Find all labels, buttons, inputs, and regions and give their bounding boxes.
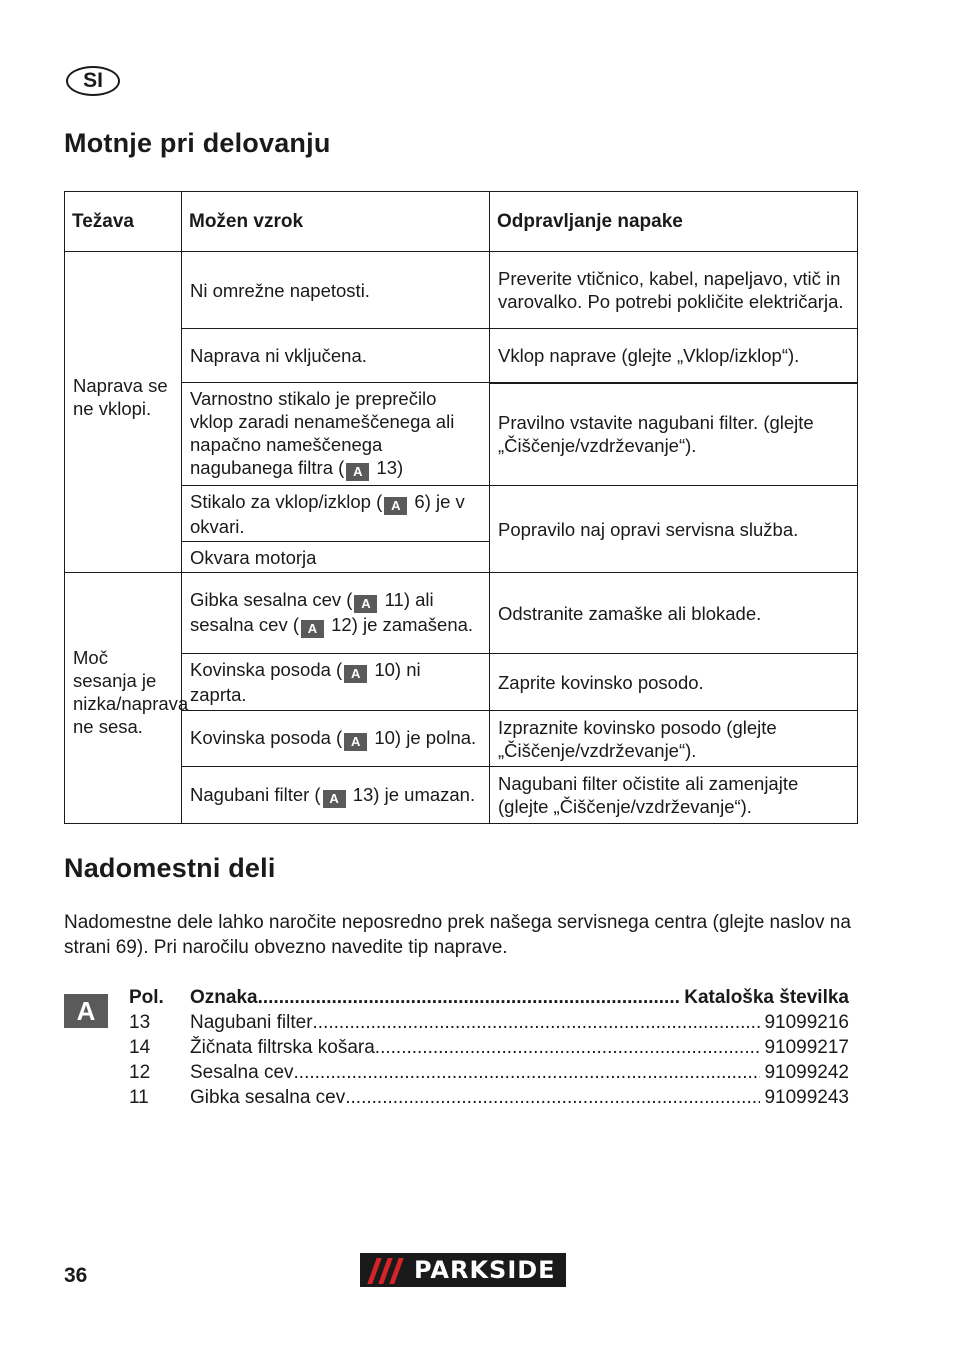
table-row [65, 383, 858, 486]
header-cause: Možen vzrok [182, 192, 490, 252]
cause-cell [182, 329, 490, 383]
leader-dots [258, 985, 681, 1010]
part-name: Sesalna cev [190, 1062, 294, 1083]
table-row [65, 711, 858, 767]
remedy-cell: Popravilo naj opravi servisna služba. [490, 486, 858, 573]
cause-text: Gibka sesalna cev ( [190, 589, 353, 610]
cause-text: 13) je umazan. [347, 783, 476, 805]
figure-a-badge: A [344, 665, 367, 683]
figure-a-badge: A [384, 497, 407, 515]
figure-a-badge: A [344, 733, 367, 751]
remedy-cell: Zaprite kovinsko posodo. [490, 654, 858, 711]
part-pos: 14 [129, 1037, 151, 1058]
table-row [65, 486, 858, 542]
cause-cell [182, 486, 490, 542]
parts-header-row [129, 985, 849, 1010]
part-number: 91099216 [764, 1012, 849, 1033]
cause-text: 6) je v okvari. [190, 490, 465, 537]
parkside-logo [360, 1253, 566, 1287]
part-name: Gibka sesalna cev [190, 1087, 346, 1108]
remedy-cell: Odstranite zamaške ali blokade. [490, 573, 858, 654]
cause-text: 11) ali sesalna cev ( [190, 589, 434, 635]
part-name-wrap [190, 1060, 849, 1085]
remedy-cell: Preverite vtičnico, kabel, napeljavo, vtič in varovalko. Po potrebi pokličite električarja. [490, 252, 858, 329]
faults-table [64, 191, 858, 824]
table-row [65, 252, 858, 329]
cause-cell [182, 711, 490, 767]
table-row [65, 767, 858, 824]
cause-cell [182, 252, 490, 329]
part-number: 91099243 [764, 1087, 849, 1108]
section-title-spare-parts: Nadomestni deli [64, 853, 276, 883]
figure-a-badge: A [301, 620, 324, 638]
logo-brand-text: PARKSIDE [414, 1255, 564, 1285]
figure-a-badge: A [354, 595, 377, 613]
cause-text: Okvara motorja [190, 546, 317, 568]
cause-cell [182, 383, 490, 486]
header-remedy: Odpravljanje napake [490, 192, 858, 252]
remedy-cell: Nagubani filter očistite ali zamenjajte (glejte „Čiščenje/vzdrževanje“). [490, 767, 858, 824]
section-title-faults: Motnje pri delovanju [64, 128, 331, 158]
part-name: Žičnata filtrska košara [190, 1037, 375, 1058]
page-number: 36 [64, 1264, 88, 1287]
parts-header-number: Kataloška številka [684, 987, 849, 1008]
remedy-cell: Izpraznite kovinsko posodo (glejte „Čiščenje/vzdrževanje“). [490, 711, 858, 767]
table-row [65, 329, 858, 383]
cause-text: Kovinska posoda ( [190, 727, 343, 748]
header-problem: Težava [65, 192, 182, 252]
spare-parts-list [129, 985, 849, 1110]
list-item [129, 1060, 849, 1085]
cause-cell [182, 767, 490, 824]
part-number: 91099242 [764, 1062, 849, 1083]
figure-a-badge: A [323, 790, 346, 808]
list-item [129, 1010, 849, 1035]
cause-text: Stikalo za vklop/izklop ( [190, 490, 383, 512]
cause-cell [182, 542, 490, 573]
language-badge: SI [66, 66, 120, 96]
cause-text: Ni omrežne napetosti. [190, 279, 370, 301]
cause-text: Nagubani filter ( [190, 783, 321, 805]
cause-text: Varnostno stikalo je preprečilo vklop zaradi nenameščenega ali napačno nameščenega nagubanega filtra ( [190, 388, 455, 478]
cause-cell [182, 573, 490, 654]
part-name-wrap [190, 1010, 849, 1035]
figure-a-badge: A [346, 463, 369, 481]
part-pos: 12 [129, 1062, 151, 1083]
part-name-wrap [190, 1035, 849, 1060]
cause-text: 13) [371, 457, 404, 478]
parts-header-name: Oznaka [190, 987, 258, 1008]
leader-dots [375, 1035, 761, 1060]
part-pos: 11 [129, 1087, 149, 1108]
cause-text: 12) je zamašena. [326, 614, 474, 635]
table-header-row [65, 192, 858, 252]
part-name-wrap [190, 1085, 849, 1110]
list-item [129, 1085, 849, 1110]
cause-text: Naprava ni vključena. [190, 345, 367, 366]
remedy-cell: Pravilno vstavite nagubani filter. (glejte „Čiščenje/vzdrževanje“). [490, 383, 858, 486]
spare-parts-intro: Nadomestne dele lahko naročite neposredno prek našega servisnega centra (glejte naslov na strani 69). Pri naročilu obvezno navedite tip naprave. [64, 912, 851, 958]
problem-cell: Naprava se ne vklopi. [65, 252, 182, 573]
part-number: 91099217 [764, 1037, 849, 1058]
cause-text: Kovinska posoda ( [190, 659, 343, 680]
part-pos: 13 [129, 1012, 151, 1033]
figure-a-label: A [64, 994, 108, 1028]
table-row [65, 573, 858, 654]
cause-text: 10) ni zaprta. [190, 659, 421, 705]
cause-cell [182, 654, 490, 711]
logo-stripes [362, 1255, 414, 1285]
remedy-cell: Vklop naprave (glejte „Vklop/izklop“). [490, 329, 858, 383]
leader-dots [294, 1060, 761, 1085]
list-item [129, 1035, 849, 1060]
leader-dots [313, 1010, 761, 1035]
parts-header-pos: Pol. [129, 987, 164, 1008]
leader-dots [345, 1085, 760, 1110]
part-name: Nagubani filter [190, 1012, 313, 1033]
parts-header-name-wrap [190, 985, 849, 1010]
problem-cell: Moč sesanja je nizka/naprava ne sesa. [65, 573, 182, 824]
cause-text: 10) je polna. [369, 727, 477, 748]
